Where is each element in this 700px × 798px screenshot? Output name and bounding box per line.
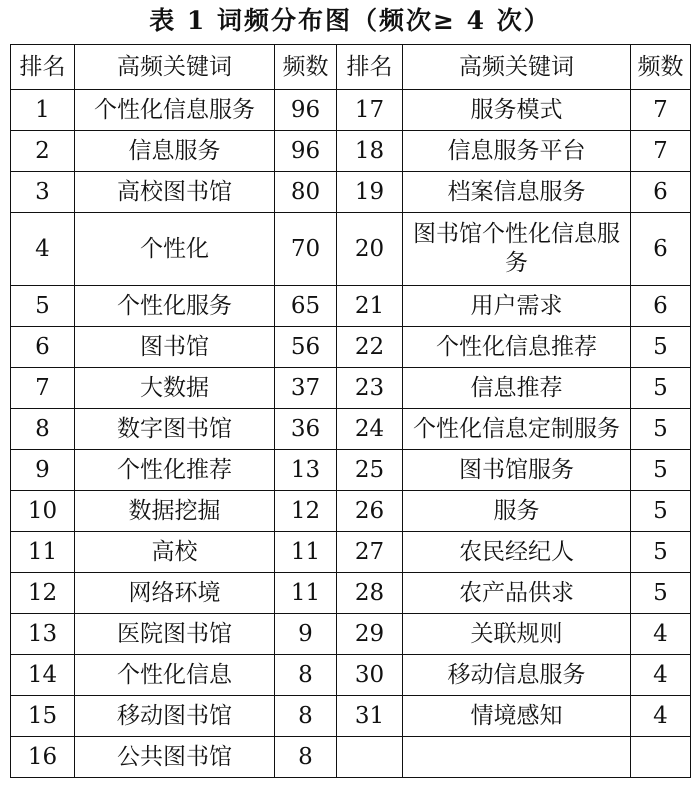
rank-cell: 26 — [337, 491, 403, 532]
rank-cell: 19 — [337, 172, 403, 213]
rank-cell: 24 — [337, 409, 403, 450]
header-keyword: 高频关键词 — [403, 45, 631, 90]
count-cell: 96 — [275, 131, 337, 172]
count-cell: 9 — [275, 614, 337, 655]
rank-cell: 20 — [337, 213, 403, 286]
count-cell: 5 — [631, 450, 691, 491]
header-rank: 排名 — [337, 45, 403, 90]
table-row — [11, 368, 691, 409]
rank-cell: 10 — [11, 491, 75, 532]
keyword-cell: 服务 — [403, 491, 631, 532]
keyword-cell: 个性化服务 — [75, 286, 275, 327]
count-cell — [631, 737, 691, 778]
count-cell: 6 — [631, 286, 691, 327]
count-cell: 11 — [275, 532, 337, 573]
keyword-cell: 服务模式 — [403, 90, 631, 131]
keyword-cell: 医院图书馆 — [75, 614, 275, 655]
rank-cell: 29 — [337, 614, 403, 655]
keyword-cell: 信息服务平台 — [403, 131, 631, 172]
keyword-cell: 个性化信息 — [75, 655, 275, 696]
rank-cell: 14 — [11, 655, 75, 696]
keyword-cell: 图书馆个性化信息服务 — [403, 213, 631, 286]
count-cell: 36 — [275, 409, 337, 450]
keyword-cell: 个性化信息服务 — [75, 90, 275, 131]
keyword-cell: 个性化 — [75, 213, 275, 286]
rank-cell: 21 — [337, 286, 403, 327]
rank-cell: 7 — [11, 368, 75, 409]
rank-cell: 8 — [11, 409, 75, 450]
rank-cell: 1 — [11, 90, 75, 131]
keyword-cell — [403, 737, 631, 778]
keyword-cell: 公共图书馆 — [75, 737, 275, 778]
count-cell: 4 — [631, 696, 691, 737]
table-row — [11, 409, 691, 450]
table-row — [11, 491, 691, 532]
count-cell: 56 — [275, 327, 337, 368]
count-cell: 6 — [631, 213, 691, 286]
header-count: 频数 — [275, 45, 337, 90]
rank-cell: 3 — [11, 172, 75, 213]
keyword-cell: 用户需求 — [403, 286, 631, 327]
rank-cell: 30 — [337, 655, 403, 696]
table-row — [11, 213, 691, 286]
keyword-cell: 图书馆服务 — [403, 450, 631, 491]
header-keyword: 高频关键词 — [75, 45, 275, 90]
rank-cell: 22 — [337, 327, 403, 368]
count-cell: 5 — [631, 573, 691, 614]
keyword-cell: 高校图书馆 — [75, 172, 275, 213]
table-row — [11, 450, 691, 491]
rank-cell: 28 — [337, 573, 403, 614]
rank-cell: 15 — [11, 696, 75, 737]
count-cell: 8 — [275, 737, 337, 778]
rank-cell: 23 — [337, 368, 403, 409]
count-cell: 7 — [631, 90, 691, 131]
count-cell: 96 — [275, 90, 337, 131]
keyword-cell: 档案信息服务 — [403, 172, 631, 213]
keyword-cell: 高校 — [75, 532, 275, 573]
table-row — [11, 696, 691, 737]
rank-cell: 27 — [337, 532, 403, 573]
rank-cell: 2 — [11, 131, 75, 172]
rank-cell: 6 — [11, 327, 75, 368]
rank-cell: 5 — [11, 286, 75, 327]
keyword-cell: 农民经纪人 — [403, 532, 631, 573]
table-row — [11, 90, 691, 131]
table-row — [11, 655, 691, 696]
count-cell: 5 — [631, 491, 691, 532]
rank-cell: 18 — [337, 131, 403, 172]
rank-cell: 17 — [337, 90, 403, 131]
count-cell: 8 — [275, 655, 337, 696]
table-row — [11, 614, 691, 655]
count-cell: 11 — [275, 573, 337, 614]
header-rank: 排名 — [11, 45, 75, 90]
rank-cell: 16 — [11, 737, 75, 778]
keyword-frequency-table — [10, 44, 691, 778]
table-row — [11, 573, 691, 614]
count-cell: 70 — [275, 213, 337, 286]
count-cell: 5 — [631, 368, 691, 409]
rank-cell — [337, 737, 403, 778]
count-cell: 5 — [631, 327, 691, 368]
rank-cell: 13 — [11, 614, 75, 655]
rank-cell: 11 — [11, 532, 75, 573]
count-cell: 65 — [275, 286, 337, 327]
table-row — [11, 532, 691, 573]
count-cell: 6 — [631, 172, 691, 213]
keyword-cell: 大数据 — [75, 368, 275, 409]
keyword-cell: 情境感知 — [403, 696, 631, 737]
count-cell: 80 — [275, 172, 337, 213]
table-row — [11, 131, 691, 172]
keyword-cell: 图书馆 — [75, 327, 275, 368]
keyword-cell: 数据挖掘 — [75, 491, 275, 532]
rank-cell: 25 — [337, 450, 403, 491]
table-row — [11, 737, 691, 778]
count-cell: 8 — [275, 696, 337, 737]
count-cell: 12 — [275, 491, 337, 532]
keyword-cell: 个性化推荐 — [75, 450, 275, 491]
keyword-cell: 信息推荐 — [403, 368, 631, 409]
keyword-cell: 移动信息服务 — [403, 655, 631, 696]
rank-cell: 31 — [337, 696, 403, 737]
table-body — [11, 90, 691, 778]
keyword-cell: 个性化信息推荐 — [403, 327, 631, 368]
keyword-cell: 数字图书馆 — [75, 409, 275, 450]
count-cell: 5 — [631, 532, 691, 573]
count-cell: 5 — [631, 409, 691, 450]
count-cell: 37 — [275, 368, 337, 409]
keyword-cell: 移动图书馆 — [75, 696, 275, 737]
keyword-cell: 信息服务 — [75, 131, 275, 172]
count-cell: 13 — [275, 450, 337, 491]
table-header-row — [11, 45, 691, 90]
rank-cell: 9 — [11, 450, 75, 491]
count-cell: 4 — [631, 655, 691, 696]
keyword-cell: 网络环境 — [75, 573, 275, 614]
keyword-cell: 农产品供求 — [403, 573, 631, 614]
table-caption: 表 1 词频分布图（频次≥ 4 次） — [149, 6, 551, 35]
table-row — [11, 172, 691, 213]
table-row — [11, 327, 691, 368]
rank-cell: 12 — [11, 573, 75, 614]
keyword-cell: 个性化信息定制服务 — [403, 409, 631, 450]
count-cell: 4 — [631, 614, 691, 655]
rank-cell: 4 — [11, 213, 75, 286]
table-row — [11, 286, 691, 327]
count-cell: 7 — [631, 131, 691, 172]
header-count: 频数 — [631, 45, 691, 90]
keyword-cell: 关联规则 — [403, 614, 631, 655]
